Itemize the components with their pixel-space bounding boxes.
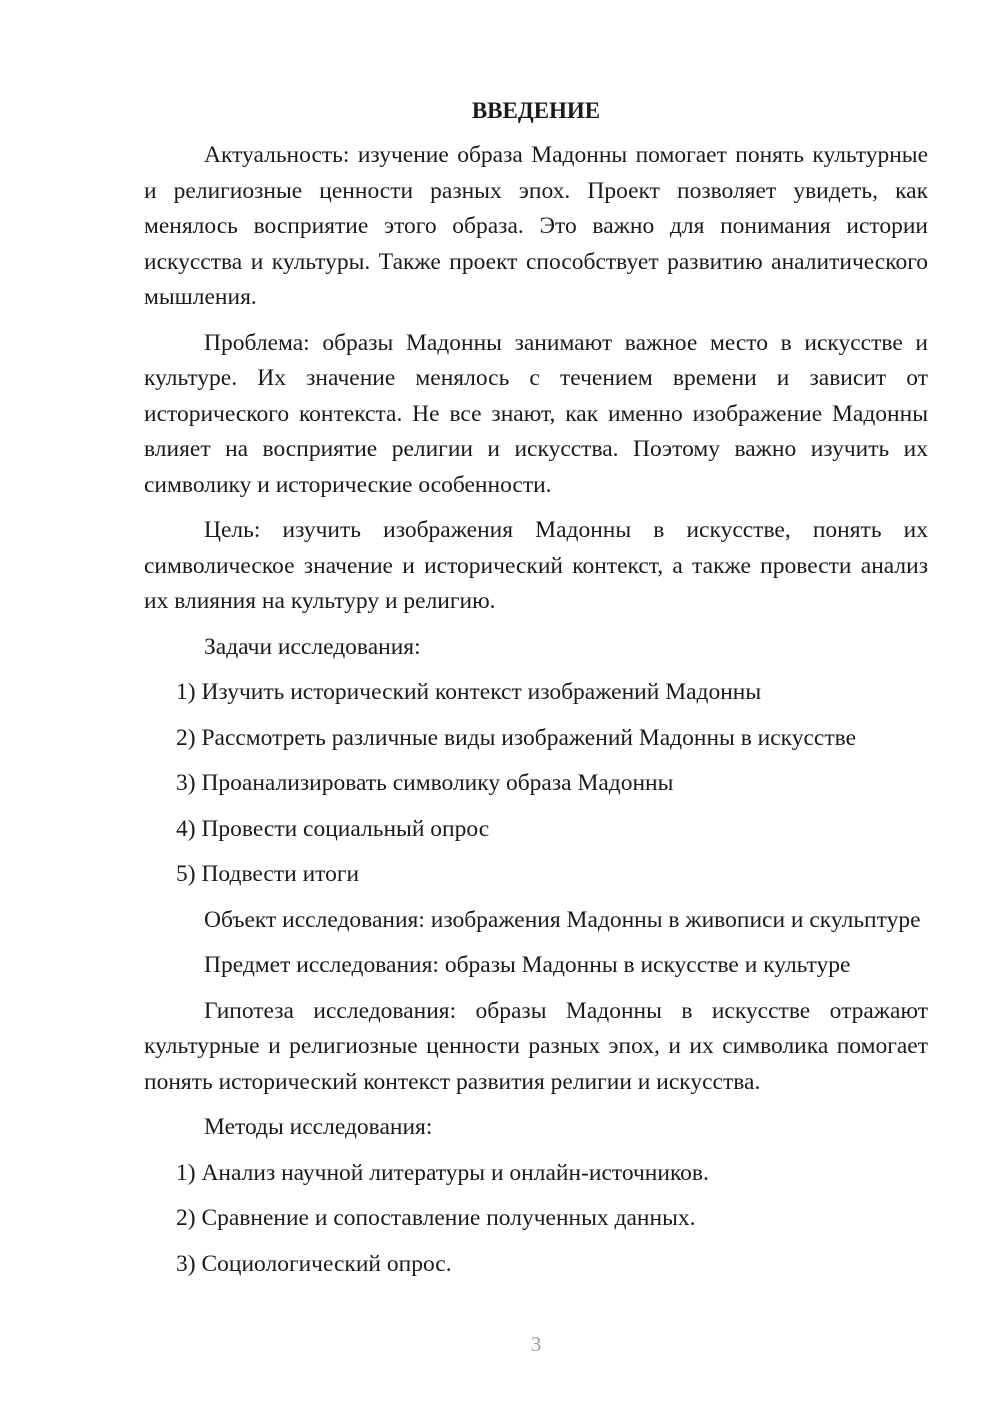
task-item: 2) Рассмотреть различные виды изображений Мадонны в искусстве [176, 724, 857, 751]
method-item: 2) Сравнение и сопоставление полученных данных. [176, 1205, 696, 1231]
goal-paragraph: Цель: изучить изображения Мадонны в искусстве, понять их символическое значение и исторический контекст, а также провести анализ их влияния на культуру и религию. [144, 517, 928, 614]
subject-paragraph: Предмет исследования: образы Мадонны в искусстве и культуре [204, 952, 851, 978]
object-paragraph: Объект исследования: изображения Мадонны в живописи и скульптуре [204, 906, 921, 933]
task-item: 1) Изучить исторический контекст изображений Мадонны [176, 679, 762, 705]
problem-paragraph: Проблема: образы Мадонны занимают важное место в искусстве и культуре. Их значение менялось с течением времени и зависит от исторического контекста. Не все знают, как именно изображение Мадонны влияет на восприятие религии и искусства. Поэтому важно изучить их символику и исторические особенности. [144, 329, 928, 498]
tasks-list [144, 675, 928, 893]
task-item: 4) Провести социальный опрос [176, 815, 490, 842]
page-number: 3 [530, 1332, 542, 1356]
tasks-heading: Задачи исследования: [204, 633, 421, 660]
section-title: ВВЕДЕНИЕ [471, 98, 601, 123]
page-content [144, 96, 928, 1292]
task-item: 3) Проанализировать символику образа Мадонны [176, 770, 674, 796]
method-item: 3) Социологический опрос. [176, 1250, 452, 1277]
method-item: 1) Анализ научной литературы и онлайн-источников. [176, 1159, 709, 1186]
relevance-paragraph: Актуальность: изучение образа Мадонны помогает понять культурные и религиозные ценности разных эпох. Проект позволяет увидеть, как менялось восприятие этого образа. Это важно для понимания истории искусства и культуры. Также проект способствует развитию аналитического мышления. [144, 142, 928, 310]
hypothesis-paragraph: Гипотеза исследования: образы Мадонны в искусстве отражают культурные и религиозные ценности разных эпох, и их символика помогает понять исторический контекст развития религии и искусства. [144, 997, 928, 1095]
methods-list [144, 1156, 928, 1283]
methods-heading: Методы исследования: [204, 1114, 433, 1140]
task-item: 5) Подвести итоги [176, 861, 360, 887]
